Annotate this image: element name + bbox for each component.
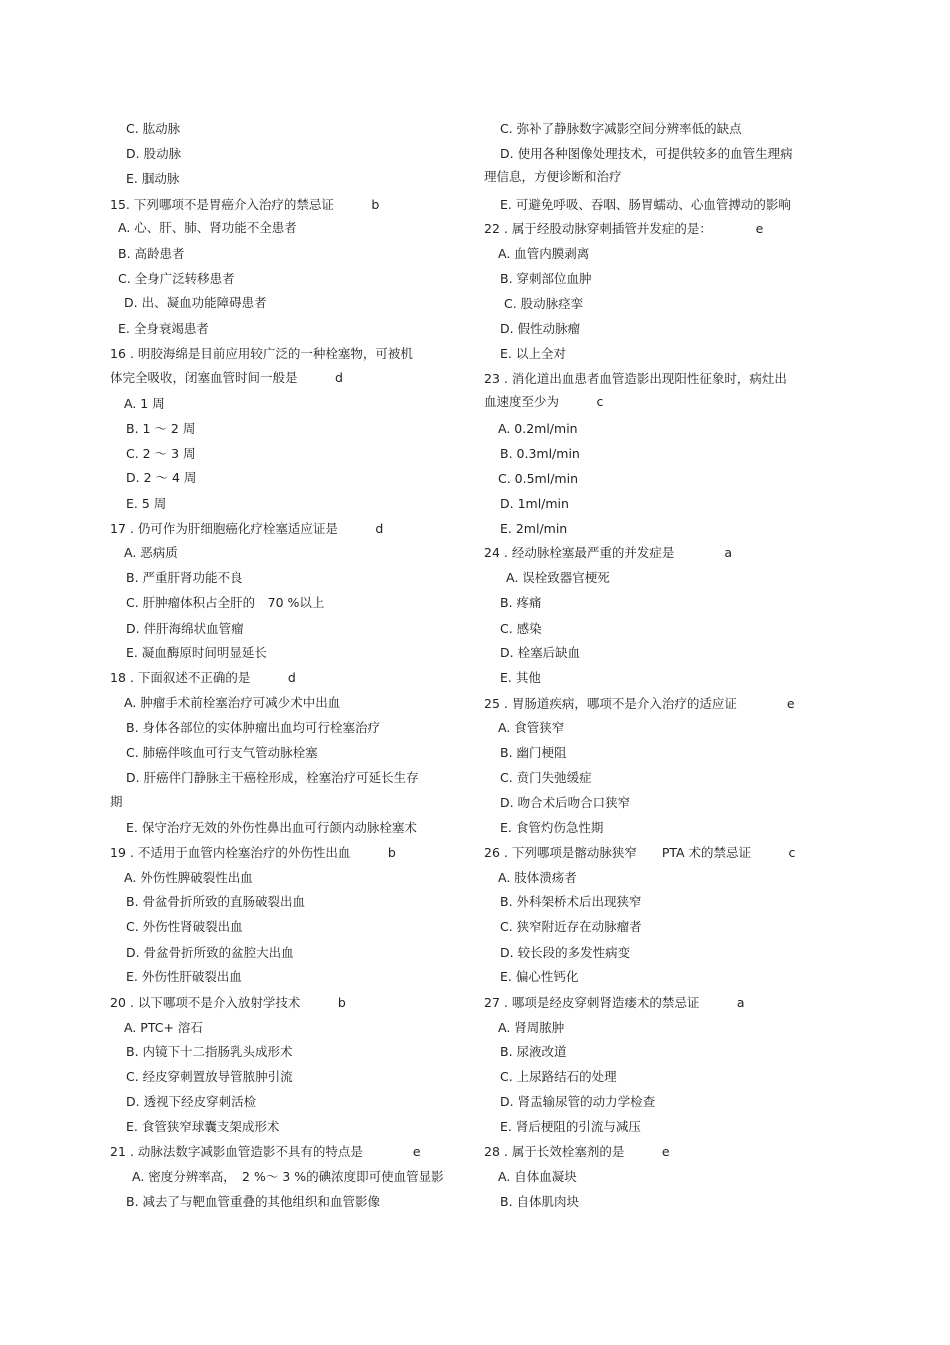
option-line: D. 伴肝海绵状血管瘤 [126,621,244,636]
option-line: D. 肝癌伴门静脉主干癌栓形成，栓塞治疗可延长生存 [126,770,419,785]
option-line-continuation: 期 [110,794,123,809]
option-line: E. 全身衰竭患者 [118,321,209,336]
option-line: A. 密度分辨率高， 2 %～ 3 %的碘浓度即可使血管显影 [132,1169,444,1184]
option-line: D. 较长段的多发性病变 [500,945,631,960]
question-line: 体完全吸收，闭塞血管时间一般是 d [110,370,343,385]
option-line: D. 骨盆骨折所致的盆腔大出血 [126,945,294,960]
question-line: 28 . 属于长效栓塞剂的是 e [484,1144,670,1159]
option-line: A. 误栓致器官梗死 [506,570,610,585]
option-line: C. 弥补了静脉数字减影空间分辨率低的缺点 [500,121,742,136]
option-line: E. 以上全对 [500,346,566,361]
question-line: 血速度至少为 c [484,394,604,409]
option-line: E. 5 周 [126,496,167,511]
option-line: A. 0.2ml/min [498,421,578,436]
question-line: 20 . 以下哪项不是介入放射学技术 b [110,995,346,1010]
question-line: 26 . 下列哪项是髂动脉狭窄 PTA 术的禁忌证 c [484,845,796,860]
option-line: C. 肱动脉 [126,121,181,136]
option-line: C. 0.5ml/min [498,471,578,486]
option-line: A. 肢体溃疡者 [498,870,577,885]
option-line: B. 幽门梗阻 [500,745,567,760]
option-line: D. 1ml/min [500,496,569,511]
option-line: D. 2 ～ 4 周 [126,470,197,485]
option-line: A. 1 周 [124,396,165,411]
option-line: B. 外科架桥术后出现狭窄 [500,894,642,909]
option-line: C. 贲门失弛缓症 [500,770,592,785]
option-line: E. 外伤性肝破裂出血 [126,969,242,984]
option-line: C. 股动脉痉挛 [504,296,584,311]
question-line: 16 . 明胶海绵是目前应用较广泛的一种栓塞物，可被机 [110,346,413,361]
option-line: B. 尿液改道 [500,1044,567,1059]
question-line: 18 . 下面叙述不正确的是 d [110,670,296,685]
option-line: D. 透视下经皮穿刺活检 [126,1094,257,1109]
option-line: D. 肾盂输尿管的动力学检查 [500,1094,656,1109]
option-line: C. 感染 [500,621,542,636]
option-line: B. 内镜下十二指肠乳头成形术 [126,1044,293,1059]
question-line: 21 . 动脉法数字减影血管造影不具有的特点是 e [110,1144,421,1159]
option-line: B. 自体肌肉块 [500,1194,580,1209]
option-line: B. 身体各部位的实体肿瘤出血均可行栓塞治疗 [126,720,381,735]
question-line: 22 . 属于经股动脉穿刺插管并发症的是： e [484,221,764,236]
option-line: C. 肺癌伴咳血可行支气管动脉栓塞 [126,745,318,760]
option-line: C. 2 ～ 3 周 [126,446,196,461]
option-line: C. 狭窄附近存在动脉瘤者 [500,919,642,934]
option-line: D. 使用各种图像处理技术，可提供较多的血管生理病 [500,146,793,161]
option-line: A. 自体血凝块 [498,1169,577,1184]
option-line: E. 2ml/min [500,521,568,536]
option-line: E. 偏心性钙化 [500,969,579,984]
option-line: E. 肾后梗阻的引流与减压 [500,1119,641,1134]
option-line: D. 吻合术后吻合口狭窄 [500,795,631,810]
option-line: A. 肾周脓肿 [498,1020,565,1035]
option-line: E. 食管狭窄球囊支架成形术 [126,1119,280,1134]
option-line: A. 恶病质 [124,545,178,560]
option-line: B. 严重肝肾功能不良 [126,570,243,585]
option-line: B. 减去了与靶血管重叠的其他组织和血管影像 [126,1194,381,1209]
option-line: D. 假性动脉瘤 [500,321,581,336]
option-line: A. 肿瘤手术前栓塞治疗可减少术中出血 [124,695,341,710]
option-line: E. 保守治疗无效的外伤性鼻出血可行颌内动脉栓塞术 [126,820,417,835]
option-line: A. 外伤性脾破裂性出血 [124,870,253,885]
option-line: B. 高龄患者 [118,246,185,261]
option-line: A. 食管狭窄 [498,720,565,735]
option-line: B. 疼痛 [500,595,542,610]
option-line: B. 0.3ml/min [500,446,580,461]
option-line: E. 凝血酶原时间明显延长 [126,645,267,660]
option-line: A. PTC+ 溶石 [124,1020,203,1035]
option-line: B. 穿刺部位血肿 [500,271,592,286]
question-line: 24 . 经动脉栓塞最严重的并发症是 a [484,545,732,560]
question-line: 19 . 不适用于血管内栓塞治疗的外伤性出血 b [110,845,396,860]
option-line: B. 骨盆骨折所致的直肠破裂出血 [126,894,306,909]
option-line: C. 外伤性肾破裂出血 [126,919,243,934]
option-line: D. 栓塞后缺血 [500,645,581,660]
question-line: 27 . 哪项是经皮穿刺肾造瘘术的禁忌证 a [484,995,745,1010]
option-line: D. 出、凝血功能障碍患者 [124,295,267,310]
option-line: A. 心、肝、肺、肾功能不全患者 [118,220,297,235]
option-line: D. 股动脉 [126,146,182,161]
question-line: 15. 下列哪项不是胃癌介入治疗的禁忌证 b [110,197,380,212]
option-line: E. 可避免呼吸、吞咽、肠胃蠕动、心血管搏动的影响 [500,197,791,212]
option-line: E. 腘动脉 [126,171,180,186]
option-line: C. 上尿路结石的处理 [500,1069,617,1084]
option-line: C. 全身广泛转移患者 [118,271,235,286]
option-line-continuation: 理信息，方便诊断和治疗 [484,169,622,184]
question-line: 23 . 消化道出血患者血管造影出现阳性征象时，病灶出 [484,371,787,386]
option-line: E. 其他 [500,670,541,685]
question-line: 25 . 胃肠道疾病，哪项不是介入治疗的适应证 e [484,696,795,711]
option-line: C. 经皮穿刺置放导管脓肿引流 [126,1069,293,1084]
option-line: A. 血管内膜剥离 [498,246,590,261]
option-line: B. 1 ～ 2 周 [126,421,196,436]
question-line: 17 . 仍可作为肝细胞癌化疗栓塞适应证是 d [110,521,384,536]
option-line: E. 食管灼伤急性期 [500,820,604,835]
option-line: C. 肝肿瘤体积占全肝的 70 %以上 [126,595,325,610]
